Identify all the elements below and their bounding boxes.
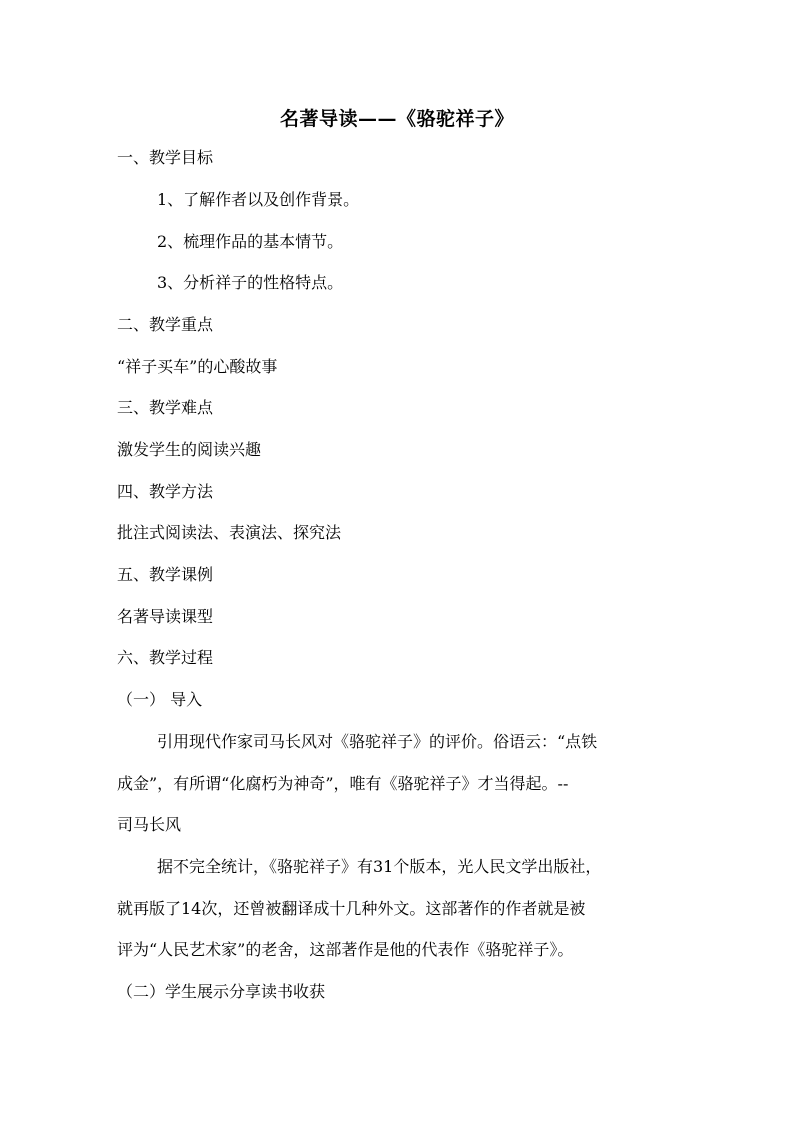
paragraph-1-line-3: 司马长风: [117, 815, 182, 834]
goal-item-1: 1、了解作者以及创作背景。: [157, 190, 360, 209]
section-heading-type: 五、教学课例: [117, 565, 214, 584]
section-heading-goals: 一、教学目标: [117, 148, 214, 167]
document-title: 名著导读——《骆驼祥子》: [279, 108, 514, 130]
subheading-share: （二）学生展示分享读书收获: [117, 982, 326, 1001]
section-heading-method: 四、教学方法: [117, 482, 214, 501]
paragraph-1-line-2: 成金”，有所谓“化腐朽为神奇”，唯有《骆驼祥子》才当得起。--: [117, 774, 569, 793]
paragraph-2-line-3: 评为“人民艺术家”的老舍，这部著作是他的代表作《骆驼祥子》。: [117, 940, 574, 959]
paragraph-2-line-2: 就再版了14次，还曾被翻译成十几种外文。这部著作的作者就是被: [117, 899, 586, 918]
section-heading-focus: 二、教学重点: [117, 315, 214, 334]
focus-text: “祥子买车”的心酸故事: [117, 357, 278, 376]
method-text: 批注式阅读法、表演法、探究法: [117, 523, 342, 542]
subheading-intro: （一） 导入: [117, 690, 203, 709]
section-heading-difficulty: 三、教学难点: [117, 398, 214, 417]
paragraph-1-line-1: 引用现代作家司马长风对《骆驼祥子》的评价。俗语云：“点铁: [157, 732, 598, 751]
paragraph-2-line-1: 据不完全统计，《骆驼祥子》有31个版本，光人民文学出版社，: [157, 857, 602, 876]
section-heading-process: 六、教学过程: [117, 648, 214, 667]
goal-item-3: 3、分析祥子的性格特点。: [157, 273, 344, 292]
difficulty-text: 激发学生的阅读兴趣: [117, 440, 262, 459]
type-text: 名著导读课型: [117, 607, 214, 626]
goal-item-2: 2、梳理作品的基本情节。: [157, 232, 344, 251]
